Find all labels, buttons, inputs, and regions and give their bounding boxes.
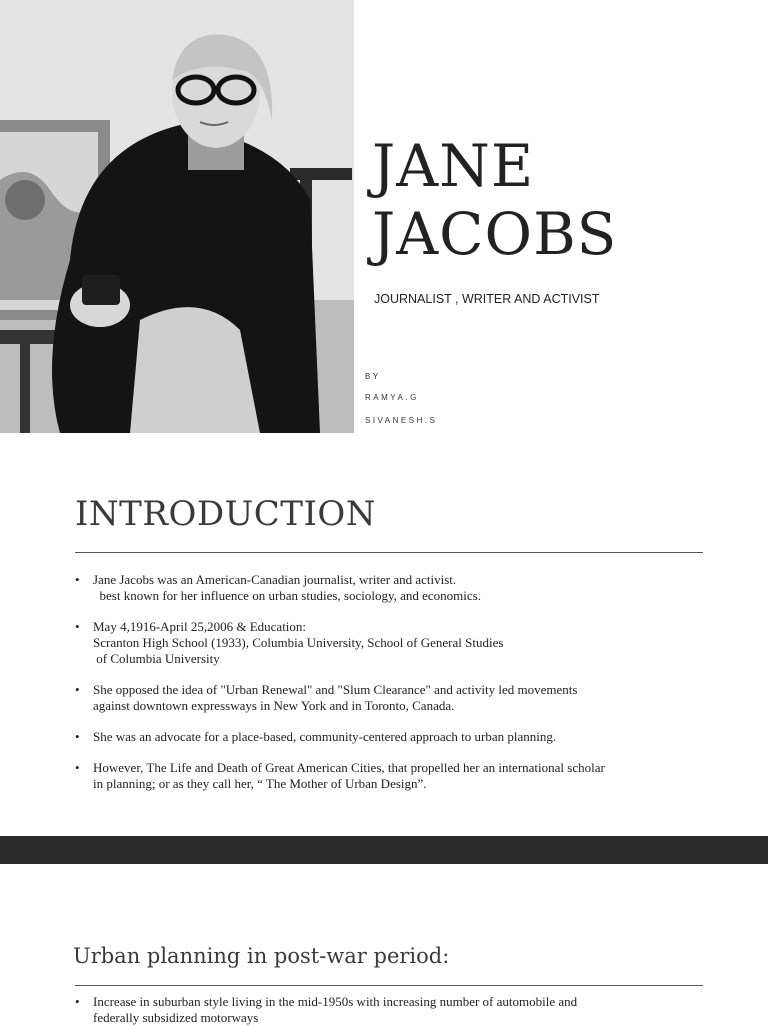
title-slide bbox=[0, 0, 768, 434]
portrait-illustration bbox=[0, 0, 354, 433]
bullet-item bbox=[75, 619, 715, 667]
urban-planning-slide bbox=[0, 864, 768, 1024]
bullet-item bbox=[75, 760, 715, 792]
urban-planning-bullet-list bbox=[75, 994, 715, 1026]
bullet-item bbox=[75, 994, 715, 1026]
bullet-text-line: Scranton High School (1933), Columbia University, School of General Studies bbox=[93, 635, 504, 650]
heading-divider bbox=[75, 552, 703, 553]
author-2: SIVANESH.S bbox=[365, 416, 438, 425]
slide-divider-band bbox=[0, 836, 768, 864]
introduction-slide bbox=[0, 434, 768, 836]
heading-divider bbox=[75, 985, 703, 986]
bullet-text-line: in planning; or as they call her, “ The Mother of Urban Design”. bbox=[93, 776, 427, 791]
bullet-item bbox=[75, 572, 715, 604]
title-line-2: JACOBS bbox=[372, 200, 618, 268]
bullet-item bbox=[75, 682, 715, 714]
bullet-text-line: of Columbia University bbox=[93, 651, 220, 666]
introduction-bullet-list bbox=[75, 572, 715, 807]
bullet-text-line: • However, The Life and Death of Great American Cities, that propelled her an international scholar bbox=[93, 760, 605, 775]
bullet-text-line: • May 4,1916-April 25,2006 & Education: bbox=[93, 619, 307, 634]
introduction-heading: INTRODUCTION bbox=[75, 494, 376, 534]
urban-planning-heading: Urban planning in post-war period: bbox=[73, 944, 450, 968]
subtitle: JOURNALIST , WRITER AND ACTIVIST bbox=[374, 292, 600, 306]
author-1: RAMYA.G bbox=[365, 393, 419, 402]
title-line-1: JANE bbox=[372, 132, 535, 200]
presentation-title bbox=[372, 132, 617, 268]
portrait-photo bbox=[0, 0, 354, 433]
bullet-item bbox=[75, 729, 715, 745]
bullet-text-line: • She opposed the idea of "Urban Renewal" and "Slum Clearance" and activity led movements bbox=[93, 682, 578, 697]
bullet-text-line: against downtown expressways in New York and in Toronto, Canada. bbox=[93, 698, 455, 713]
bullet-text-line: best known for her influence on urban studies, sociology, and economics. bbox=[93, 588, 481, 603]
bullet-text-line: federally subsidized motorways bbox=[93, 1010, 259, 1025]
bullet-text-line: • Jane Jacobs was an American-Canadian journalist, writer and activist. bbox=[93, 572, 457, 587]
by-label: BY bbox=[365, 372, 381, 381]
bullet-text-line: • She was an advocate for a place-based, community-centered approach to urban planning. bbox=[93, 729, 557, 744]
bullet-text-line: • Increase in suburban style living in the mid-1950s with increasing number of automobile and bbox=[93, 994, 578, 1009]
